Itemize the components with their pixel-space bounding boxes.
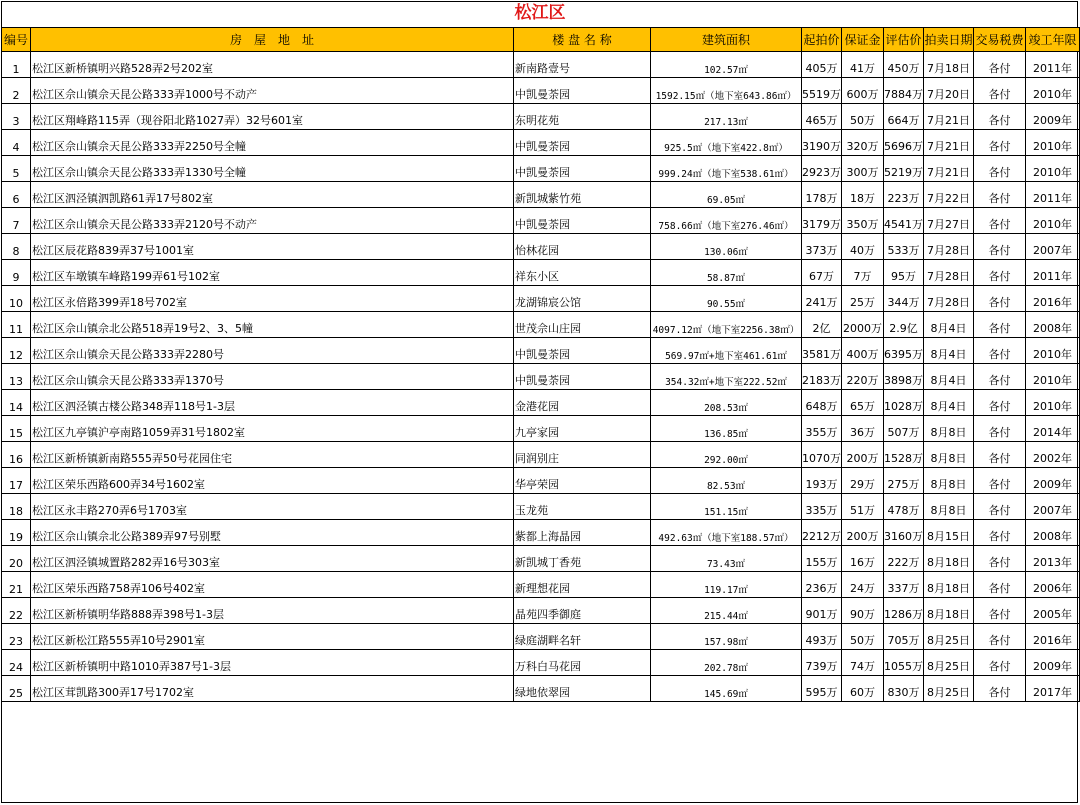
table-row (2, 416, 1080, 442)
cell-appraisal: 2.9亿 (884, 312, 924, 338)
cell-address: 松江区佘山镇佘天昆公路333弄2120号不动产 (31, 208, 514, 234)
table-row (2, 520, 1080, 546)
cell-floor-area: 69.05㎡ (651, 182, 802, 208)
cell-starting-price: 236万 (802, 572, 842, 598)
cell-starting-price: 405万 (802, 52, 842, 78)
cell-starting-price: 739万 (802, 650, 842, 676)
cell-floor-area: 130.06㎡ (651, 234, 802, 260)
cell-estate-name: 金港花园 (514, 390, 651, 416)
cell-appraisal: 275万 (884, 468, 924, 494)
cell-tax-fees: 各付 (974, 624, 1026, 650)
cell-number: 2 (2, 78, 31, 104)
cell-tax-fees: 各付 (974, 598, 1026, 624)
table-row (2, 52, 1080, 78)
cell-completion-year: 2016年 (1026, 624, 1080, 650)
cell-tax-fees: 各付 (974, 364, 1026, 390)
cell-number: 5 (2, 156, 31, 182)
cell-completion-year: 2008年 (1026, 520, 1080, 546)
cell-number: 14 (2, 390, 31, 416)
cell-auction-date: 8月8日 (924, 416, 974, 442)
cell-floor-area: 136.85㎡ (651, 416, 802, 442)
cell-completion-year: 2014年 (1026, 416, 1080, 442)
cell-address: 松江区辰花路839弄37号1001室 (31, 234, 514, 260)
cell-tax-fees: 各付 (974, 208, 1026, 234)
cell-auction-date: 8月8日 (924, 442, 974, 468)
cell-address: 松江区九亭镇沪亭南路1059弄31号1802室 (31, 416, 514, 442)
cell-deposit: 36万 (842, 416, 884, 442)
table-row (2, 572, 1080, 598)
cell-number: 19 (2, 520, 31, 546)
header-completion-year: 竣工年限 (1026, 28, 1080, 52)
cell-number: 6 (2, 182, 31, 208)
cell-address: 松江区永倍路399弄18号702室 (31, 286, 514, 312)
cell-deposit: 7万 (842, 260, 884, 286)
cell-completion-year: 2010年 (1026, 390, 1080, 416)
cell-deposit: 41万 (842, 52, 884, 78)
table-row (2, 468, 1080, 494)
cell-estate-name: 同润别庄 (514, 442, 651, 468)
cell-address: 松江区翔峰路115弄（现谷阳北路1027弄）32号601室 (31, 104, 514, 130)
cell-deposit: 50万 (842, 624, 884, 650)
cell-auction-date: 8月18日 (924, 598, 974, 624)
header-address: 房 屋 地 址 (31, 28, 514, 52)
cell-address: 松江区泗泾镇城置路282弄16号303室 (31, 546, 514, 572)
cell-estate-name: 玉龙苑 (514, 494, 651, 520)
cell-estate-name: 新凯城丁香苑 (514, 546, 651, 572)
cell-floor-area: 4097.12㎡（地下室2256.38㎡） (651, 312, 802, 338)
cell-appraisal: 3898万 (884, 364, 924, 390)
table-row (2, 156, 1080, 182)
cell-completion-year: 2009年 (1026, 468, 1080, 494)
cell-number: 16 (2, 442, 31, 468)
table-row (2, 208, 1080, 234)
cell-number: 25 (2, 676, 31, 702)
cell-address: 松江区车墩镇车峰路199弄61号102室 (31, 260, 514, 286)
cell-floor-area: 119.17㎡ (651, 572, 802, 598)
cell-address: 松江区新桥镇新南路555弄50号花园住宅 (31, 442, 514, 468)
cell-tax-fees: 各付 (974, 676, 1026, 702)
cell-completion-year: 2010年 (1026, 130, 1080, 156)
cell-deposit: 90万 (842, 598, 884, 624)
cell-appraisal: 478万 (884, 494, 924, 520)
table-row (2, 390, 1080, 416)
cell-tax-fees: 各付 (974, 442, 1026, 468)
cell-address: 松江区佘山镇佘北公路518弄19号2、3、5幢 (31, 312, 514, 338)
cell-address: 松江区佘山镇佘天昆公路333弄2250号全幢 (31, 130, 514, 156)
cell-number: 23 (2, 624, 31, 650)
cell-number: 7 (2, 208, 31, 234)
cell-tax-fees: 各付 (974, 156, 1026, 182)
cell-number: 3 (2, 104, 31, 130)
cell-tax-fees: 各付 (974, 286, 1026, 312)
cell-estate-name: 中凯曼荼园 (514, 364, 651, 390)
cell-estate-name: 世茂佘山庄园 (514, 312, 651, 338)
table-row (2, 78, 1080, 104)
cell-tax-fees: 各付 (974, 650, 1026, 676)
cell-completion-year: 2010年 (1026, 208, 1080, 234)
cell-starting-price: 155万 (802, 546, 842, 572)
cell-tax-fees: 各付 (974, 390, 1026, 416)
cell-address: 松江区佘山镇佘天昆公路333弄1330号全幢 (31, 156, 514, 182)
cell-starting-price: 2183万 (802, 364, 842, 390)
cell-tax-fees: 各付 (974, 312, 1026, 338)
cell-tax-fees: 各付 (974, 52, 1026, 78)
cell-estate-name: 晶苑四季御庭 (514, 598, 651, 624)
table-row (2, 286, 1080, 312)
header-auction-date: 拍卖日期 (924, 28, 974, 52)
table-row (2, 234, 1080, 260)
cell-completion-year: 2016年 (1026, 286, 1080, 312)
cell-deposit: 400万 (842, 338, 884, 364)
cell-estate-name: 紫都上海晶园 (514, 520, 651, 546)
cell-number: 8 (2, 234, 31, 260)
cell-address: 松江区泗泾镇古楼公路348弄118号1-3层 (31, 390, 514, 416)
cell-deposit: 24万 (842, 572, 884, 598)
cell-completion-year: 2011年 (1026, 260, 1080, 286)
cell-auction-date: 7月27日 (924, 208, 974, 234)
cell-address: 松江区佘山镇佘天昆公路333弄1000号不动产 (31, 78, 514, 104)
cell-starting-price: 2923万 (802, 156, 842, 182)
cell-auction-date: 8月4日 (924, 364, 974, 390)
cell-completion-year: 2017年 (1026, 676, 1080, 702)
cell-auction-date: 8月25日 (924, 676, 974, 702)
cell-tax-fees: 各付 (974, 130, 1026, 156)
cell-starting-price: 335万 (802, 494, 842, 520)
cell-appraisal: 223万 (884, 182, 924, 208)
cell-auction-date: 7月21日 (924, 156, 974, 182)
cell-starting-price: 493万 (802, 624, 842, 650)
cell-deposit: 320万 (842, 130, 884, 156)
cell-auction-date: 7月28日 (924, 286, 974, 312)
cell-auction-date: 8月4日 (924, 390, 974, 416)
cell-starting-price: 2亿 (802, 312, 842, 338)
cell-deposit: 350万 (842, 208, 884, 234)
cell-deposit: 25万 (842, 286, 884, 312)
table-row (2, 312, 1080, 338)
cell-auction-date: 7月28日 (924, 260, 974, 286)
cell-estate-name: 龙湖锦宸公馆 (514, 286, 651, 312)
cell-floor-area: 569.97㎡+地下室461.61㎡ (651, 338, 802, 364)
cell-deposit: 2000万 (842, 312, 884, 338)
cell-deposit: 16万 (842, 546, 884, 572)
cell-starting-price: 193万 (802, 468, 842, 494)
cell-deposit: 50万 (842, 104, 884, 130)
cell-appraisal: 450万 (884, 52, 924, 78)
table-row (2, 442, 1080, 468)
cell-tax-fees: 各付 (974, 520, 1026, 546)
cell-floor-area: 292.00㎡ (651, 442, 802, 468)
cell-starting-price: 5519万 (802, 78, 842, 104)
page-title: 松江区 (514, 3, 566, 23)
cell-deposit: 18万 (842, 182, 884, 208)
cell-tax-fees: 各付 (974, 494, 1026, 520)
cell-floor-area: 354.32㎡+地下室222.52㎡ (651, 364, 802, 390)
cell-floor-area: 758.66㎡（地下室276.46㎡） (651, 208, 802, 234)
cell-floor-area: 217.13㎡ (651, 104, 802, 130)
cell-starting-price: 178万 (802, 182, 842, 208)
cell-completion-year: 2002年 (1026, 442, 1080, 468)
cell-estate-name: 东明花苑 (514, 104, 651, 130)
cell-number: 24 (2, 650, 31, 676)
cell-tax-fees: 各付 (974, 468, 1026, 494)
cell-estate-name: 中凯曼荼园 (514, 78, 651, 104)
cell-starting-price: 355万 (802, 416, 842, 442)
cell-tax-fees: 各付 (974, 260, 1026, 286)
cell-completion-year: 2010年 (1026, 156, 1080, 182)
auction-table (1, 27, 1080, 702)
cell-deposit: 220万 (842, 364, 884, 390)
cell-floor-area: 202.78㎡ (651, 650, 802, 676)
cell-estate-name: 中凯曼荼园 (514, 130, 651, 156)
cell-estate-name: 祥东小区 (514, 260, 651, 286)
cell-tax-fees: 各付 (974, 338, 1026, 364)
cell-completion-year: 2009年 (1026, 650, 1080, 676)
cell-appraisal: 222万 (884, 546, 924, 572)
table-row (2, 598, 1080, 624)
cell-number: 18 (2, 494, 31, 520)
cell-auction-date: 8月25日 (924, 624, 974, 650)
cell-appraisal: 344万 (884, 286, 924, 312)
cell-number: 1 (2, 52, 31, 78)
table-row (2, 260, 1080, 286)
cell-auction-date: 8月15日 (924, 520, 974, 546)
cell-address: 松江区荣乐西路758弄106号402室 (31, 572, 514, 598)
cell-deposit: 300万 (842, 156, 884, 182)
cell-starting-price: 241万 (802, 286, 842, 312)
cell-estate-name: 九亭家园 (514, 416, 651, 442)
cell-address: 松江区永丰路270弄6号1703室 (31, 494, 514, 520)
cell-number: 12 (2, 338, 31, 364)
table-row (2, 546, 1080, 572)
cell-starting-price: 3581万 (802, 338, 842, 364)
cell-deposit: 29万 (842, 468, 884, 494)
cell-starting-price: 901万 (802, 598, 842, 624)
cell-starting-price: 2212万 (802, 520, 842, 546)
cell-number: 15 (2, 416, 31, 442)
cell-floor-area: 999.24㎡（地下室538.61㎡） (651, 156, 802, 182)
cell-appraisal: 507万 (884, 416, 924, 442)
cell-auction-date: 8月8日 (924, 468, 974, 494)
cell-appraisal: 830万 (884, 676, 924, 702)
cell-floor-area: 102.57㎡ (651, 52, 802, 78)
header-tax-fees: 交易税费 (974, 28, 1026, 52)
cell-estate-name: 怡林花园 (514, 234, 651, 260)
cell-floor-area: 82.53㎡ (651, 468, 802, 494)
cell-tax-fees: 各付 (974, 416, 1026, 442)
cell-floor-area: 208.53㎡ (651, 390, 802, 416)
cell-number: 17 (2, 468, 31, 494)
cell-starting-price: 3190万 (802, 130, 842, 156)
cell-estate-name: 新理想花园 (514, 572, 651, 598)
cell-completion-year: 2007年 (1026, 494, 1080, 520)
cell-address: 松江区新桥镇明华路888弄398号1-3层 (31, 598, 514, 624)
table-row (2, 130, 1080, 156)
cell-completion-year: 2011年 (1026, 52, 1080, 78)
cell-auction-date: 8月25日 (924, 650, 974, 676)
cell-deposit: 200万 (842, 520, 884, 546)
cell-floor-area: 1592.15㎡（地下室643.86㎡） (651, 78, 802, 104)
cell-estate-name: 新凯城紫竹苑 (514, 182, 651, 208)
cell-starting-price: 3179万 (802, 208, 842, 234)
header-appraisal: 评估价 (884, 28, 924, 52)
header-estate-name: 楼 盘 名 称 (514, 28, 651, 52)
cell-address: 松江区佘山镇佘天昆公路333弄2280号 (31, 338, 514, 364)
cell-appraisal: 1528万 (884, 442, 924, 468)
table-row (2, 104, 1080, 130)
cell-completion-year: 2009年 (1026, 104, 1080, 130)
cell-appraisal: 705万 (884, 624, 924, 650)
cell-estate-name: 新南路壹号 (514, 52, 651, 78)
cell-completion-year: 2010年 (1026, 338, 1080, 364)
cell-auction-date: 8月4日 (924, 312, 974, 338)
cell-floor-area: 215.44㎡ (651, 598, 802, 624)
cell-deposit: 200万 (842, 442, 884, 468)
cell-deposit: 74万 (842, 650, 884, 676)
cell-starting-price: 595万 (802, 676, 842, 702)
cell-floor-area: 925.5㎡（地下室422.8㎡） (651, 130, 802, 156)
cell-auction-date: 7月21日 (924, 104, 974, 130)
cell-estate-name: 万科白马花园 (514, 650, 651, 676)
cell-floor-area: 145.69㎡ (651, 676, 802, 702)
cell-estate-name: 中凯曼荼园 (514, 338, 651, 364)
header-row (2, 28, 1080, 52)
cell-appraisal: 5219万 (884, 156, 924, 182)
cell-tax-fees: 各付 (974, 234, 1026, 260)
cell-completion-year: 2010年 (1026, 78, 1080, 104)
cell-auction-date: 7月18日 (924, 52, 974, 78)
cell-completion-year: 2006年 (1026, 572, 1080, 598)
cell-auction-date: 7月28日 (924, 234, 974, 260)
cell-deposit: 40万 (842, 234, 884, 260)
cell-tax-fees: 各付 (974, 572, 1026, 598)
cell-address: 松江区茸凯路300弄17号1702室 (31, 676, 514, 702)
cell-starting-price: 648万 (802, 390, 842, 416)
cell-tax-fees: 各付 (974, 182, 1026, 208)
cell-number: 20 (2, 546, 31, 572)
cell-appraisal: 3160万 (884, 520, 924, 546)
table-row (2, 494, 1080, 520)
cell-starting-price: 465万 (802, 104, 842, 130)
cell-tax-fees: 各付 (974, 546, 1026, 572)
cell-address: 松江区新桥镇明兴路528弄2号202室 (31, 52, 514, 78)
cell-estate-name: 中凯曼荼园 (514, 156, 651, 182)
cell-completion-year: 2010年 (1026, 364, 1080, 390)
cell-floor-area: 90.55㎡ (651, 286, 802, 312)
cell-appraisal: 533万 (884, 234, 924, 260)
cell-estate-name: 华亭荣园 (514, 468, 651, 494)
header-number: 编号 (2, 28, 31, 52)
cell-auction-date: 8月18日 (924, 546, 974, 572)
header-floor-area: 建筑面积 (651, 28, 802, 52)
cell-auction-date: 8月8日 (924, 494, 974, 520)
cell-starting-price: 1070万 (802, 442, 842, 468)
cell-address: 松江区荣乐西路600弄34号1602室 (31, 468, 514, 494)
cell-number: 10 (2, 286, 31, 312)
cell-address: 松江区泗泾镇泗凯路61弄17号802室 (31, 182, 514, 208)
cell-number: 9 (2, 260, 31, 286)
cell-appraisal: 1286万 (884, 598, 924, 624)
table-row (2, 650, 1080, 676)
cell-auction-date: 7月20日 (924, 78, 974, 104)
cell-appraisal: 6395万 (884, 338, 924, 364)
header-starting-price: 起拍价 (802, 28, 842, 52)
cell-auction-date: 8月18日 (924, 572, 974, 598)
cell-starting-price: 373万 (802, 234, 842, 260)
cell-address: 松江区佘山镇佘北公路389弄97号别墅 (31, 520, 514, 546)
cell-appraisal: 337万 (884, 572, 924, 598)
cell-estate-name: 绿地依翠园 (514, 676, 651, 702)
cell-address: 松江区新桥镇明中路1010弄387号1-3层 (31, 650, 514, 676)
cell-number: 4 (2, 130, 31, 156)
cell-deposit: 600万 (842, 78, 884, 104)
table-row (2, 364, 1080, 390)
cell-floor-area: 73.43㎡ (651, 546, 802, 572)
cell-completion-year: 2008年 (1026, 312, 1080, 338)
cell-starting-price: 67万 (802, 260, 842, 286)
cell-number: 13 (2, 364, 31, 390)
cell-deposit: 60万 (842, 676, 884, 702)
cell-appraisal: 5696万 (884, 130, 924, 156)
cell-auction-date: 8月4日 (924, 338, 974, 364)
cell-auction-date: 7月22日 (924, 182, 974, 208)
cell-completion-year: 2007年 (1026, 234, 1080, 260)
cell-completion-year: 2005年 (1026, 598, 1080, 624)
cell-auction-date: 7月21日 (924, 130, 974, 156)
cell-appraisal: 95万 (884, 260, 924, 286)
cell-appraisal: 664万 (884, 104, 924, 130)
cell-floor-area: 151.15㎡ (651, 494, 802, 520)
cell-number: 21 (2, 572, 31, 598)
cell-tax-fees: 各付 (974, 104, 1026, 130)
cell-floor-area: 58.87㎡ (651, 260, 802, 286)
cell-number: 22 (2, 598, 31, 624)
cell-appraisal: 7884万 (884, 78, 924, 104)
cell-estate-name: 中凯曼荼园 (514, 208, 651, 234)
table-row (2, 624, 1080, 650)
cell-tax-fees: 各付 (974, 78, 1026, 104)
table-row (2, 338, 1080, 364)
cell-number: 11 (2, 312, 31, 338)
cell-appraisal: 1055万 (884, 650, 924, 676)
cell-deposit: 65万 (842, 390, 884, 416)
cell-completion-year: 2011年 (1026, 182, 1080, 208)
cell-address: 松江区新松江路555弄10号2901室 (31, 624, 514, 650)
cell-estate-name: 绿庭湖畔名轩 (514, 624, 651, 650)
table-row (2, 182, 1080, 208)
cell-completion-year: 2013年 (1026, 546, 1080, 572)
cell-appraisal: 1028万 (884, 390, 924, 416)
cell-appraisal: 4541万 (884, 208, 924, 234)
header-deposit: 保证金 (842, 28, 884, 52)
cell-deposit: 51万 (842, 494, 884, 520)
cell-floor-area: 157.98㎡ (651, 624, 802, 650)
table-row (2, 676, 1080, 702)
cell-address: 松江区佘山镇佘天昆公路333弄1370号 (31, 364, 514, 390)
cell-floor-area: 492.63㎡（地下室188.57㎡） (651, 520, 802, 546)
